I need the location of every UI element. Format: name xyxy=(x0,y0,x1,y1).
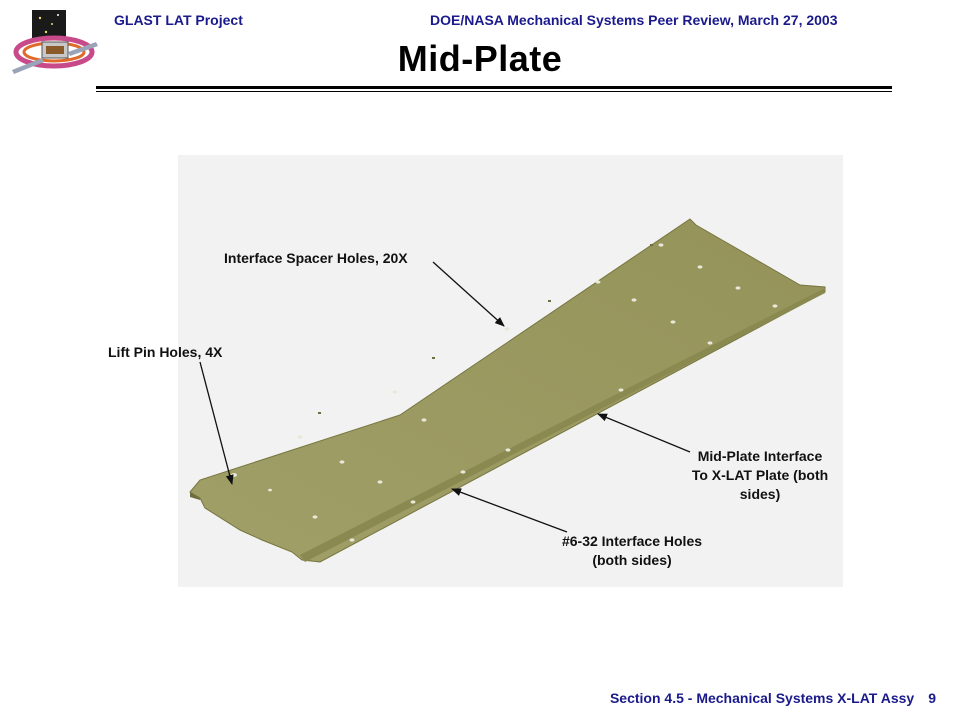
callout-lift-pin-holes: Lift Pin Holes, 4X xyxy=(108,344,223,360)
callout-interface xyxy=(680,447,840,504)
footer xyxy=(610,690,936,706)
callout-holes-line2: (both sides) xyxy=(592,552,672,568)
callout-interface-line1: Mid-Plate Interface xyxy=(697,448,823,464)
footer-section: Section 4.5 - Mechanical Systems X-LAT Assy xyxy=(609,690,915,706)
callout-holes-line1: #6-32 Interface Holes xyxy=(561,533,703,549)
callout-interface-line3: sides) xyxy=(739,486,781,502)
callout-spacer-holes: Interface Spacer Holes, 20X xyxy=(224,250,408,266)
review-name: DOE/NASA Mechanical Systems Peer Review, March 27, 2003 xyxy=(430,12,838,28)
page-number: 9 xyxy=(928,690,936,706)
callout-interface-holes xyxy=(542,532,722,570)
project-name: GLAST LAT Project xyxy=(114,12,243,28)
callout-interface-line2: To X-LAT Plate (both xyxy=(691,467,829,483)
page-title: Mid-Plate xyxy=(397,38,563,79)
